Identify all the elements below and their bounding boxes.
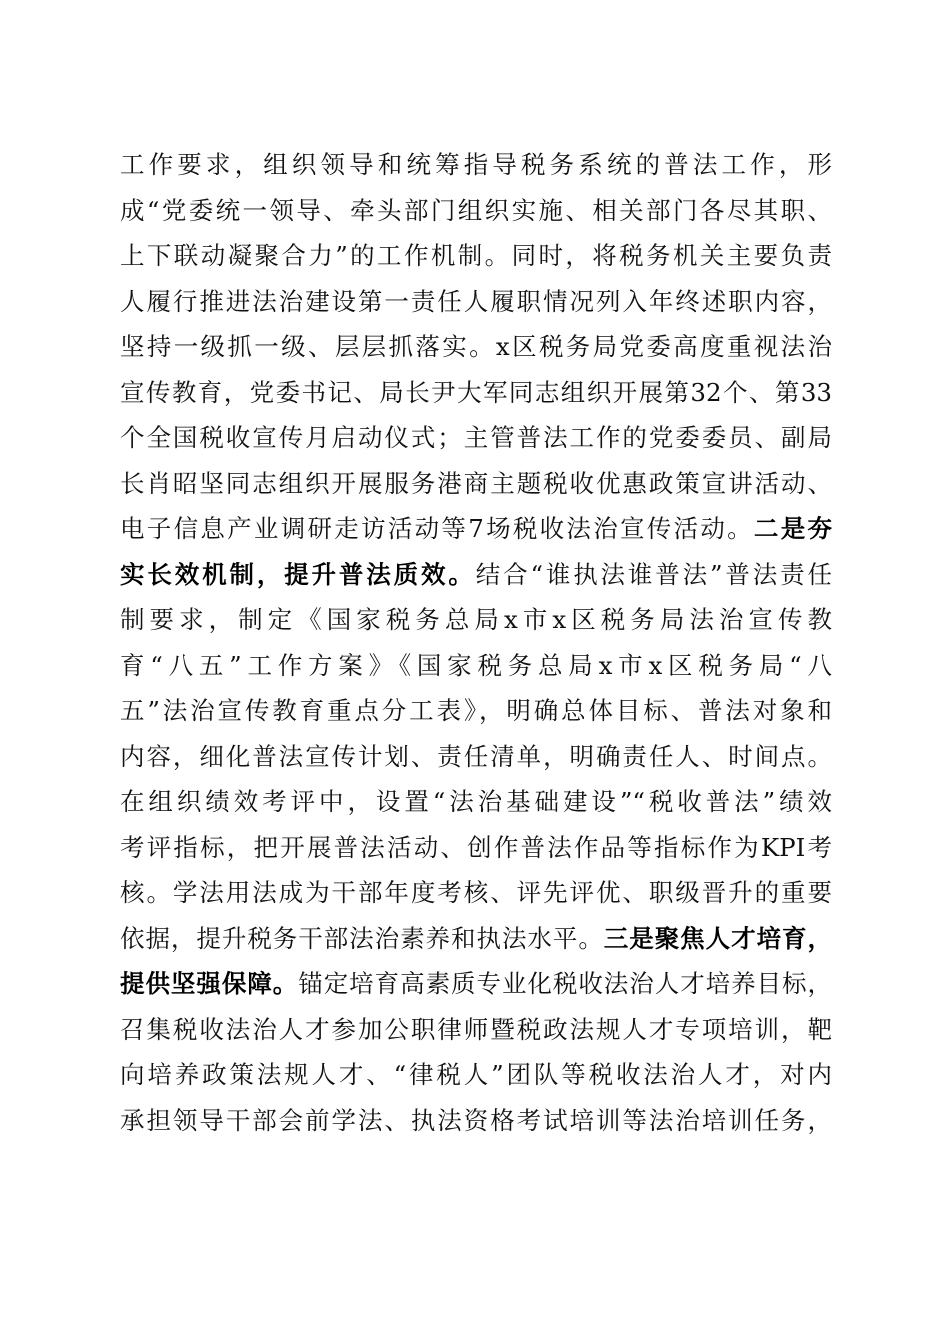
body-text: 五”法治宣传教育重点分工表》，明确总体目标、普法对象和 bbox=[120, 696, 832, 725]
bold-heading-text: 实长效机制，提升普法质效。 bbox=[120, 559, 476, 589]
text-line bbox=[120, 324, 832, 370]
body-text: 核。学法用法成为干部年度考核、评先评优、职级晋升的重要 bbox=[120, 878, 832, 907]
text-line bbox=[120, 1098, 832, 1144]
body-text: 内容，细化普法宣传计划、责任清单，明确责任人、时间点。 bbox=[120, 741, 832, 771]
body-text: 结合“谁执法谁普法”普法责任 bbox=[475, 559, 832, 589]
text-line bbox=[120, 279, 832, 325]
body-text: 依据，提升税务干部法治素养和执法水平。 bbox=[120, 923, 604, 953]
text-line bbox=[120, 961, 832, 1007]
text-line bbox=[120, 415, 832, 461]
body-text: 电子信息产业调研走访活动等7场税收法治宣传活动。 bbox=[120, 514, 754, 543]
text-line bbox=[120, 779, 832, 825]
text-line bbox=[120, 825, 832, 871]
body-text: 向培养政策法规人才、“律税人”团队等税收法治人才，对内 bbox=[120, 1060, 832, 1089]
bold-heading-text: 提供坚强保障。 bbox=[120, 969, 299, 998]
body-text: 坚持一级抓一级、层层抓落实。x区税务局党委高度重视法治 bbox=[120, 332, 832, 361]
text-line bbox=[120, 643, 832, 689]
text-line bbox=[120, 461, 832, 507]
body-text: 个全国税收宣传月启动仪式；主管普法工作的党委委员、副局 bbox=[120, 423, 832, 452]
body-text: 在组织绩效考评中，设置“法治基础建设”“税收普法”绩效 bbox=[120, 787, 832, 816]
text-line bbox=[120, 597, 832, 643]
body-text: 锚定培育高素质专业化税收法治人才培养目标， bbox=[298, 969, 833, 998]
body-text: 宣传教育，党委书记、局长尹大军同志组织开展第32个、第33 bbox=[120, 377, 832, 407]
text-line bbox=[120, 506, 832, 552]
body-text: 制要求，制定《国家税务总局x市x区税务局法治宣传教 bbox=[120, 605, 832, 634]
text-line bbox=[120, 870, 832, 916]
text-line bbox=[120, 188, 832, 234]
text-line bbox=[120, 1052, 832, 1098]
body-text: 成“党委统一领导、牵头部门组织实施、相关部门各尽其职、 bbox=[120, 195, 832, 225]
text-line bbox=[120, 688, 832, 734]
text-line bbox=[120, 734, 832, 780]
text-line bbox=[120, 916, 832, 962]
bold-heading-text: 二是夯 bbox=[753, 514, 832, 543]
body-text: 考评指标，把开展普法活动、创作普法作品等指标作为KPI考 bbox=[120, 832, 832, 862]
body-text: 人履行推进法治建设第一责任人履职情况列入年终述职内容， bbox=[120, 286, 832, 316]
text-line bbox=[120, 233, 832, 279]
body-text: 育“八五”工作方案》《国家税务总局x市x区税务局“八 bbox=[120, 650, 832, 680]
text-line bbox=[120, 1007, 832, 1053]
text-line bbox=[120, 552, 832, 598]
text-line bbox=[120, 370, 832, 416]
bold-heading-text: 三是聚焦人才培育， bbox=[603, 923, 832, 953]
body-text: 上下联动凝聚合力”的工作机制。同时，将税务机关主要负责 bbox=[120, 241, 832, 270]
body-text: 工作要求，组织领导和统筹指导税务系统的普法工作，形 bbox=[120, 150, 832, 179]
body-paragraph bbox=[120, 142, 832, 1143]
body-text: 长肖昭坚同志组织开展服务港商主题税收优惠政策宣讲活动、 bbox=[120, 468, 832, 498]
text-line bbox=[120, 142, 832, 188]
body-text: 召集税收法治人才参加公职律师暨税政法规人才专项培训，靶 bbox=[120, 1014, 832, 1044]
body-text: 承担领导干部会前学法、执法资格考试培训等法治培训任务， bbox=[120, 1105, 832, 1135]
